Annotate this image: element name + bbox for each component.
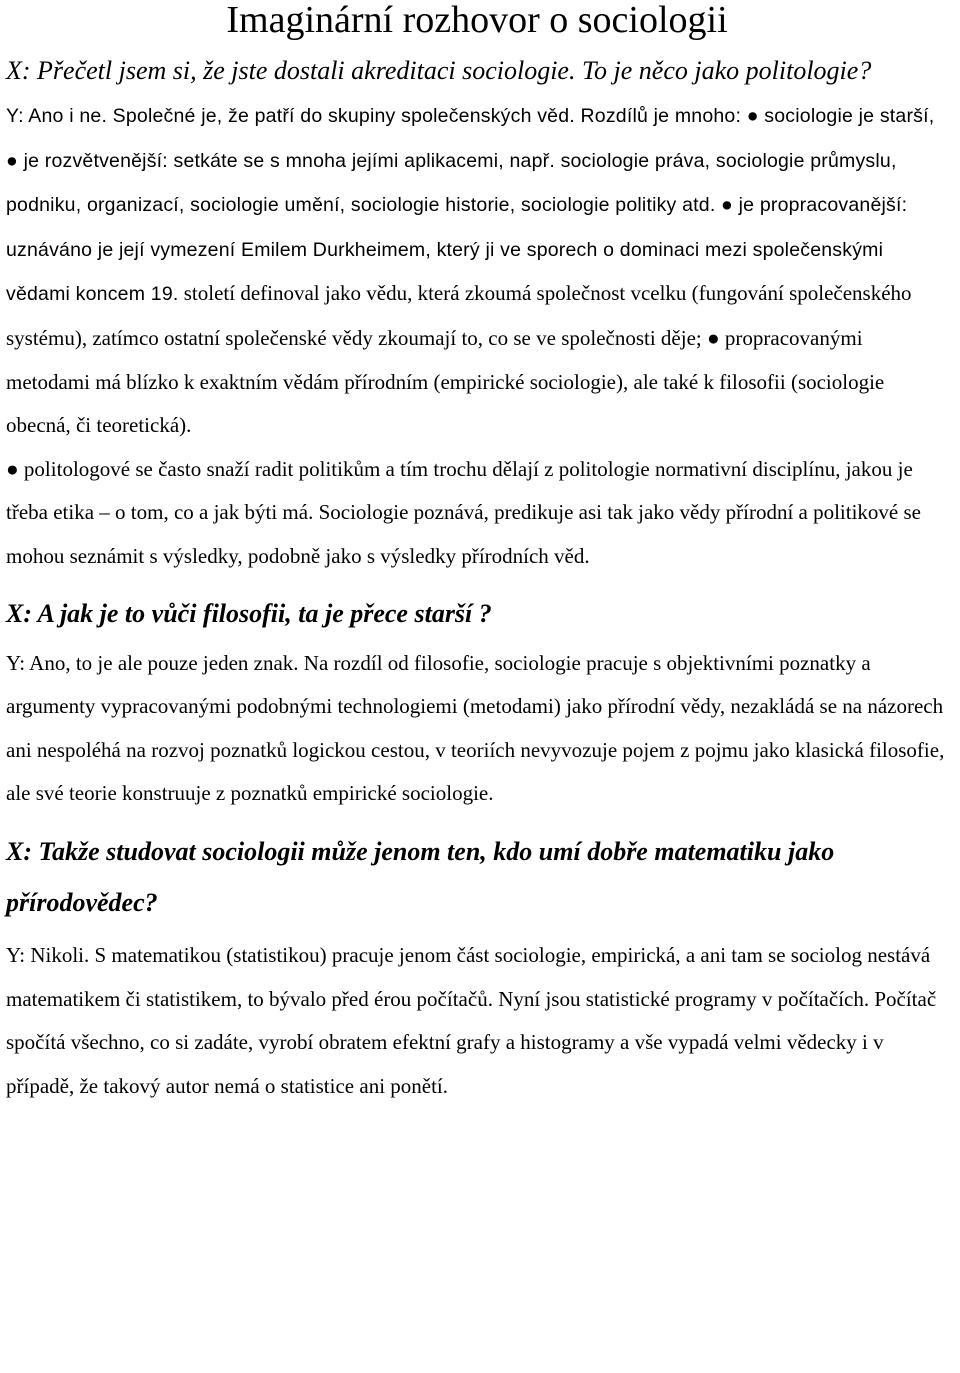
answer-1	[6, 94, 948, 448]
answer-1-part-serif: století definoval jako vědu, která zkoumá společnost vcelku (fungování společenského systému), zatímco ostatní společenské vědy zkoumají to, co se ve společnosti děje; ● propracovanými metodami má blízko k exaktním vědám přírodním (empirické sociologie), ale také k filosofii (sociologie obecná, či teoretická).	[6, 281, 912, 438]
question-3: X: Takže studovat sociologii může jenom ten, kdo umí dobře matematiku jako přírodovědec?	[6, 836, 835, 917]
answer-2: Y: Ano, to je ale pouze jeden znak. Na rozdíl od filosofie, sociologie pracuje s objektivními poznatky a argumenty vypracovanými podobnými technologiemi (metodami) jako přírodní vědy, nezakládá se na názorech ani nespoléhá na rozvoj poznatků logickou cestou, v teoriích nevyvozuje pojem z pojmu jako klasická filosofie, ale své teorie konstruuje z poznatků empirické sociologie.	[6, 650, 945, 806]
document-title: Imaginární rozhovor o sociologii	[226, 0, 728, 41]
answer-1-part-sans: Y: Ano i ne. Společné je, že patří do skupiny společenských věd. Rozdílů je mnoho: ● sociologie je starší, ● je rozvětvenější: setkáte se s mnoha jejími aplikacemi, např. sociologie práva, sociologie průmyslu, podniku, organizací, sociologie umění, sociologie historie, sociologie politiky atd. ● je propracovanější: uznáváno je její vymezení Emilem Durkheimem, který ji ve sporech o dominaci mezi společenskými vědami koncem 19.	[6, 105, 935, 306]
question-2: X: A jak je to vůči filosofii, ta je přece starší ?	[6, 598, 492, 628]
question-1: X: Přečetl jsem si, že jste dostali akreditaci sociologie. To je něco jako politologie?	[6, 56, 872, 85]
answer-3: Y: Nikoli. S matematikou (statistikou) pracuje jenom část sociologie, empirická, a ani tam se sociolog nestává matematikem či statistikem, to bývalo před érou počítačů. Nyní jsou statistické programy v počítačích. Počítač spočítá všechno, co si zadáte, vyrobí obratem efektní grafy a histogramy a vše vypadá velmi vědecky i v případě, že takový autor nemá o statistice ani ponětí.	[6, 942, 937, 1098]
answer-1-paragraph-2: ● politologové se často snaží radit politikům a tím trochu dělají z politologie normativní disciplínu, jakou je třeba etika – o tom, co a jak býti má. Sociologie poznává, predikuje asi tak jako vědy přírodní a politikové se mohou seznámit s výsledky, podobně jako s výsledky přírodních věd.	[6, 456, 921, 568]
